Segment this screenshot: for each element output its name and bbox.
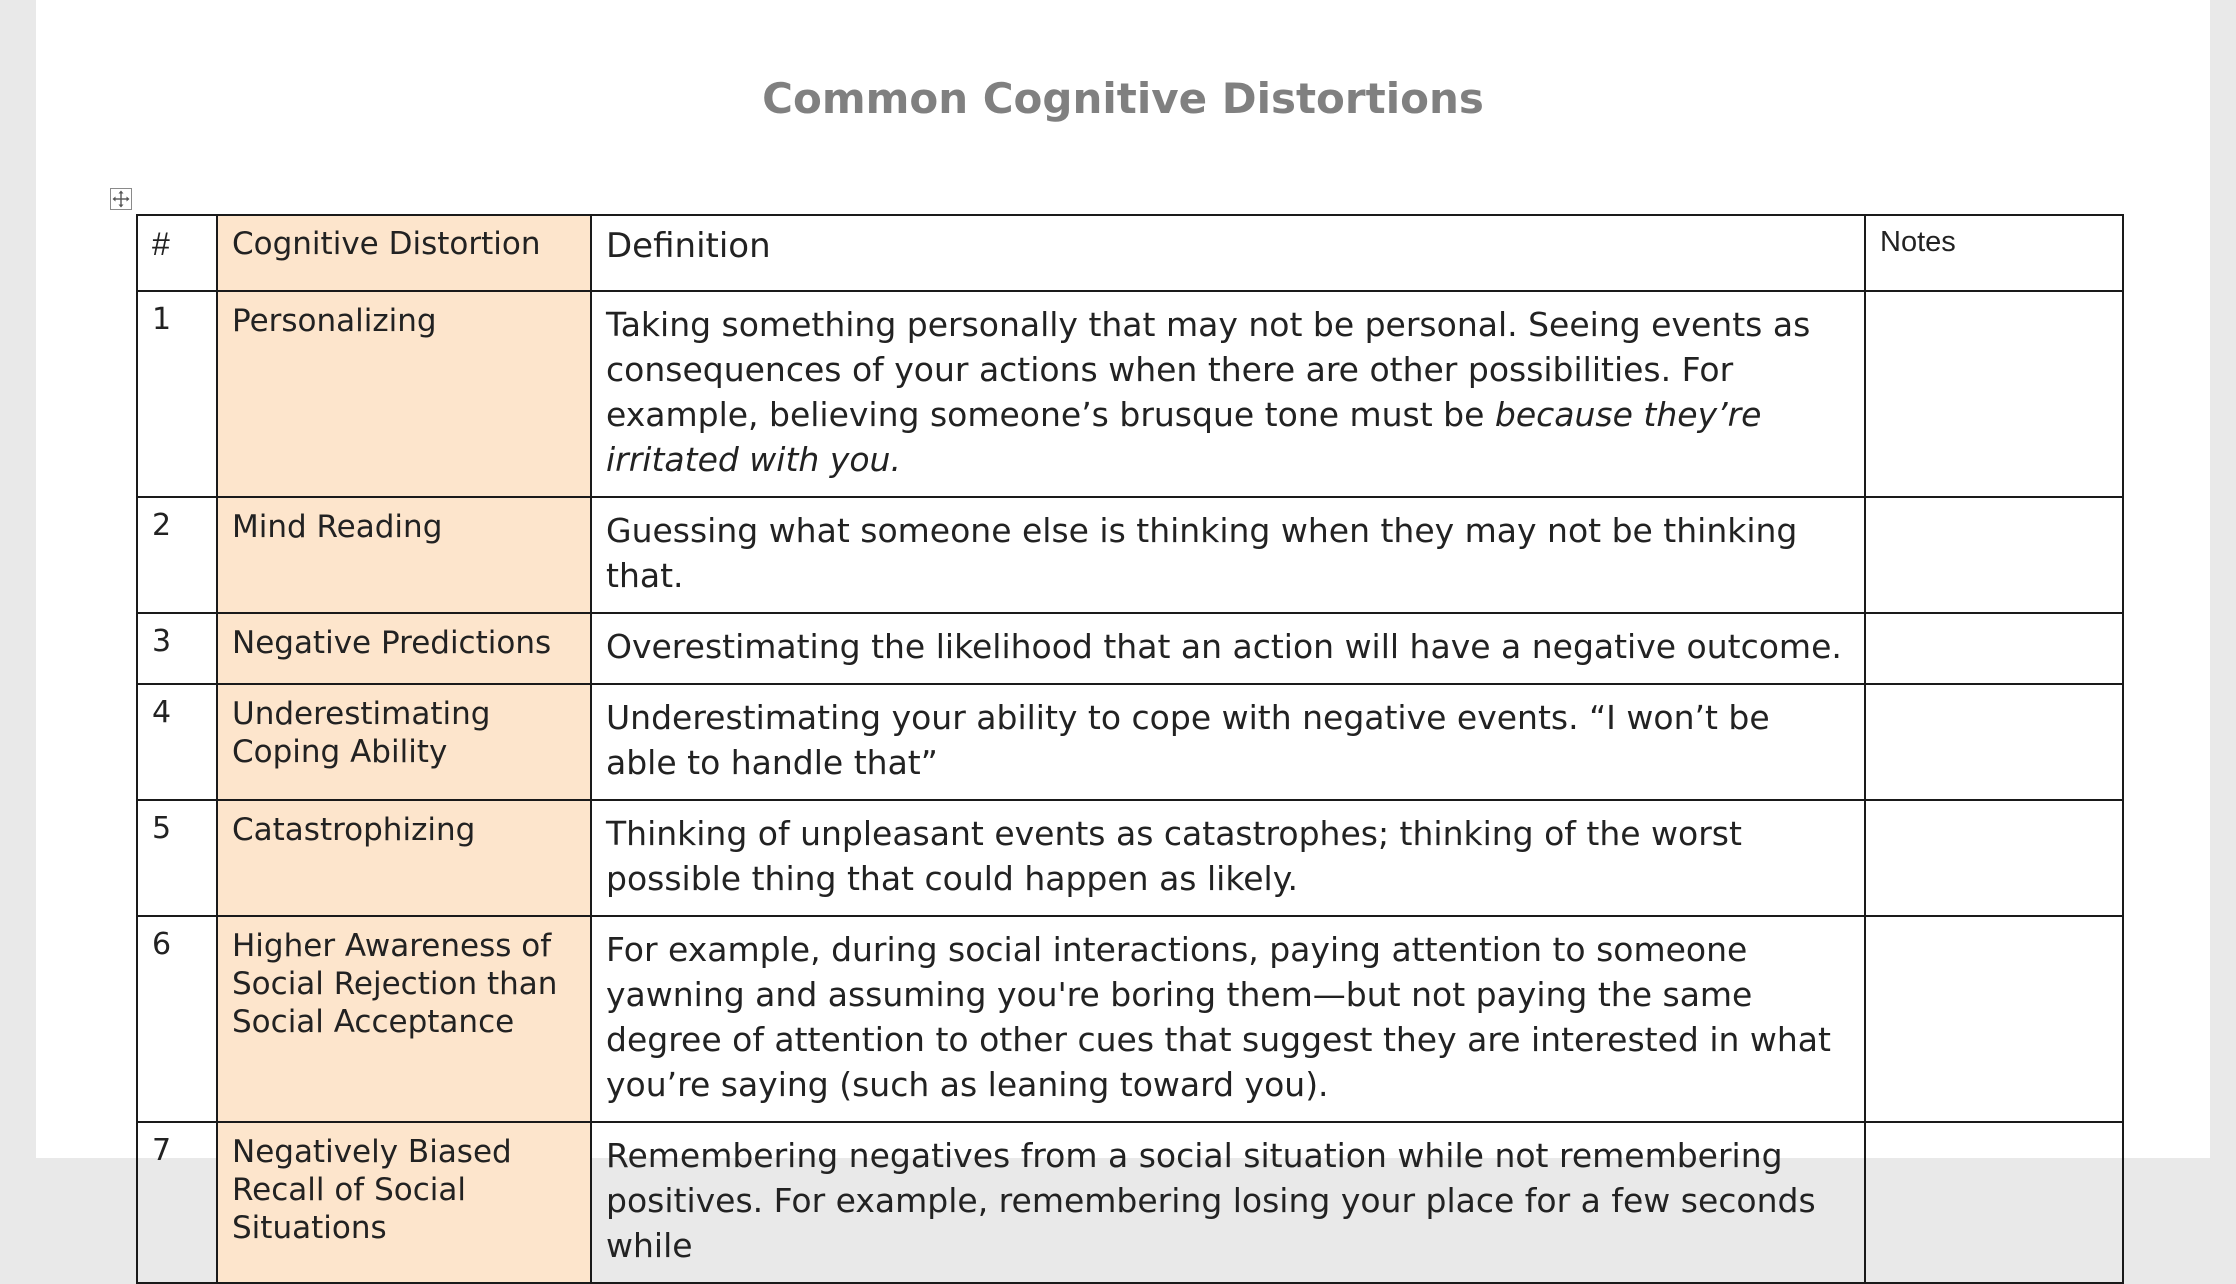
table-row (137, 800, 2123, 916)
distortion-name: Personalizing (217, 291, 591, 497)
notes-cell[interactable] (1865, 613, 2123, 684)
definition-text: Guessing what someone else is thinking when they may not be thinking that. (591, 497, 1865, 613)
row-number: 5 (137, 800, 217, 916)
definition-italic-text: because they’re irritated with you. (606, 395, 1762, 479)
definition-text: For example, during social interactions, paying attention to someone yawning and assuming you're boring them—but not paying the same degree of attention to other cues that suggest they are interested in what you’re saying (such as leaning toward you). (591, 916, 1865, 1122)
table-row (137, 291, 2123, 497)
distortion-name: Underestimating Coping Ability (217, 684, 591, 800)
table-row (137, 613, 2123, 684)
header-number: # (137, 215, 217, 291)
distortion-name: Catastrophizing (217, 800, 591, 916)
notes-cell[interactable] (1865, 497, 2123, 613)
definition-text: Underestimating your ability to cope with negative events. “I won’t be able to handle that” (591, 684, 1865, 800)
table-row (137, 1122, 2123, 1283)
document-title: Common Cognitive Distortions (762, 74, 1484, 123)
notes-cell[interactable] (1865, 1122, 2123, 1283)
row-number: 7 (137, 1122, 217, 1283)
definition-cell (591, 291, 1865, 497)
notes-cell[interactable] (1865, 291, 2123, 497)
distortion-name: Negative Predictions (217, 613, 591, 684)
header-notes: Notes (1865, 215, 2123, 291)
table-header-row (137, 215, 2123, 291)
table-move-handle-icon[interactable] (110, 188, 132, 210)
table-row (137, 684, 2123, 800)
distortion-name: Higher Awareness of Social Rejection than Social Acceptance (217, 916, 591, 1122)
distortion-name: Mind Reading (217, 497, 591, 613)
row-number: 2 (137, 497, 217, 613)
table-row (137, 916, 2123, 1122)
table-row (137, 497, 2123, 613)
row-number: 3 (137, 613, 217, 684)
distortion-name: Negatively Biased Recall of Social Situations (217, 1122, 591, 1283)
header-definition: Definition (591, 215, 1865, 291)
notes-cell[interactable] (1865, 684, 2123, 800)
document-page (36, 0, 2210, 1265)
definition-text: Thinking of unpleasant events as catastrophes; thinking of the worst possible thing that could happen as likely. (591, 800, 1865, 916)
definition-text: Remembering negatives from a social situation while not remembering positives. For example, remembering losing your place for a few seconds while (591, 1122, 1865, 1283)
row-number: 1 (137, 291, 217, 497)
definition-text: Overestimating the likelihood that an action will have a negative outcome. (591, 613, 1865, 684)
header-cognitive-distortion: Cognitive Distortion (217, 215, 591, 291)
definition-text: Taking something personally that may not be personal. Seeing events as consequences of your actions when there are other possibilities. For example, believing someone’s brusque tone must be (606, 305, 1811, 434)
notes-cell[interactable] (1865, 800, 2123, 916)
row-number: 6 (137, 916, 217, 1122)
notes-cell[interactable] (1865, 916, 2123, 1122)
distortions-table (136, 214, 2124, 1284)
row-number: 4 (137, 684, 217, 800)
